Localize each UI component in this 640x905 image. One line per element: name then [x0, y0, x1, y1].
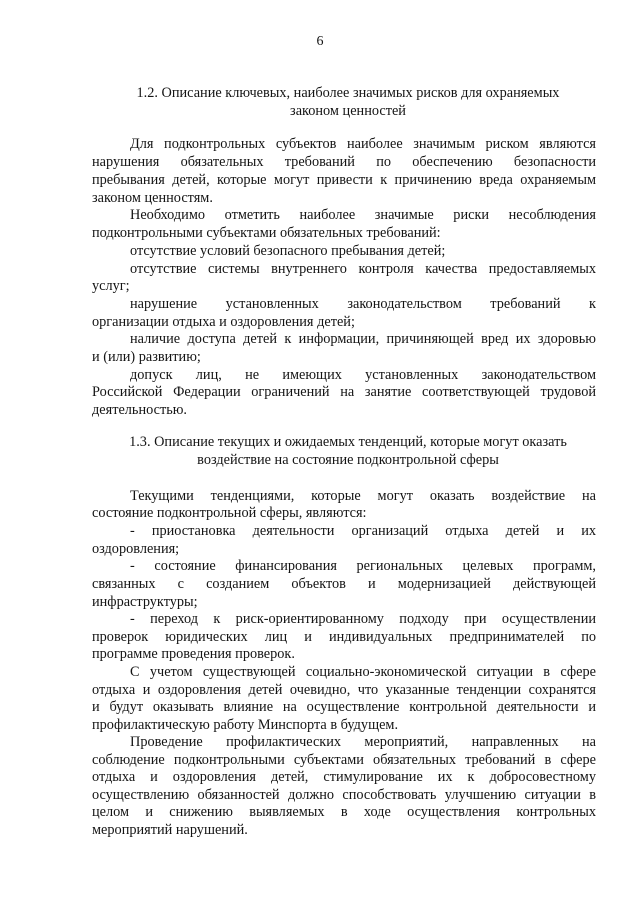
- paragraph-line: Необходимо отметить наиболее значимые риски несоблюдения: [130, 207, 596, 223]
- paragraph-line: отдыха и оздоровления детей очевидно, что указанные тенденции сохранятся: [92, 682, 596, 698]
- paragraph-line: соблюдение подконтрольными субъектами обязательных требований в сфере: [92, 752, 596, 768]
- paragraph-line: целом и снижению выявляемых в ходе осуществления контрольных: [92, 804, 596, 820]
- paragraph-line: нарушение установленных законодательством требований к: [130, 296, 596, 312]
- page-number: 6: [316, 34, 324, 49]
- paragraph-line: мероприятий нарушений.: [92, 822, 248, 838]
- heading-line: 1.3. Описание текущих и ожидаемых тенденций, которые могут оказать: [129, 434, 567, 450]
- paragraph-line: - приостановка деятельности организаций отдыха детей и их: [130, 523, 596, 539]
- heading-line: воздействие на состояние подконтрольной сферы: [197, 452, 499, 468]
- paragraph-line: деятельностью.: [92, 402, 187, 418]
- paragraph-line: отдыха и оздоровления детей, стимулирование их к добросовестному: [92, 769, 596, 785]
- paragraph-line: отсутствие условий безопасного пребывания детей;: [130, 243, 446, 259]
- paragraph-line: услуг;: [92, 278, 130, 294]
- paragraph-line: Российской Федерации ограничений на занятие соответствующей трудовой: [92, 384, 596, 400]
- paragraph-line: Проведение профилактических мероприятий, направленных на: [130, 734, 596, 750]
- paragraph-line: профилактическую работу Минспорта в будущем.: [92, 717, 399, 733]
- section-1-3-heading: [60, 433, 636, 469]
- paragraph-line: допуск лиц, не имеющих установленных законодательством: [130, 367, 596, 383]
- paragraph-line: подконтрольными субъектами обязательных требований:: [92, 225, 441, 241]
- paragraph-line: Для подконтрольных субъектов наиболее значимым риском являются: [130, 136, 596, 152]
- paragraph-line: инфраструктуры;: [92, 594, 198, 610]
- paragraph-line: С учетом существующей социально-экономической ситуации в сфере: [130, 664, 596, 680]
- paragraph-line: отсутствие системы внутреннего контроля качества предоставляемых: [130, 261, 596, 277]
- paragraph-line: проверок юридических лиц и индивидуальных предпринимателей по: [92, 629, 596, 645]
- paragraph-line: оздоровления;: [92, 541, 180, 557]
- paragraph-line: организации отдыха и оздоровления детей;: [92, 314, 355, 330]
- paragraph-line: состояние подконтрольной сферы, являются:: [92, 505, 367, 521]
- paragraph-line: - состояние финансирования региональных целевых программ,: [130, 558, 596, 574]
- paragraph-line: связанных с созданием объектов и модернизацией действующей: [92, 576, 596, 592]
- heading-line: 1.2. Описание ключевых, наиболее значимых рисков для охраняемых: [136, 85, 560, 101]
- paragraph-line: и (или) развитию;: [92, 349, 201, 365]
- paragraph-line: программе проведения проверок.: [92, 646, 295, 662]
- paragraph-line: и будут оказывать влияние на осуществление контрольной деятельности и: [92, 699, 596, 715]
- paragraph-line: наличие доступа детей к информации, причиняющей вред их здоровью: [130, 331, 596, 347]
- paragraph-line: нарушения обязательных требований по обеспечению безопасности: [92, 154, 596, 170]
- heading-line: законом ценностей: [290, 103, 406, 119]
- paragraph-line: осуществлению обязанностей должно способствовать улучшению ситуации в: [92, 787, 596, 803]
- paragraph-line: - переход к риск-ориентированному подходу при осуществлении: [130, 611, 596, 627]
- paragraph-line: Текущими тенденциями, которые могут оказать воздействие на: [130, 488, 596, 504]
- section-1-2-heading: [60, 84, 636, 120]
- paragraph-line: пребывания детей, которые могут привести к причинению вреда охраняемым: [92, 172, 596, 188]
- paragraph-line: законом ценностям.: [92, 190, 213, 206]
